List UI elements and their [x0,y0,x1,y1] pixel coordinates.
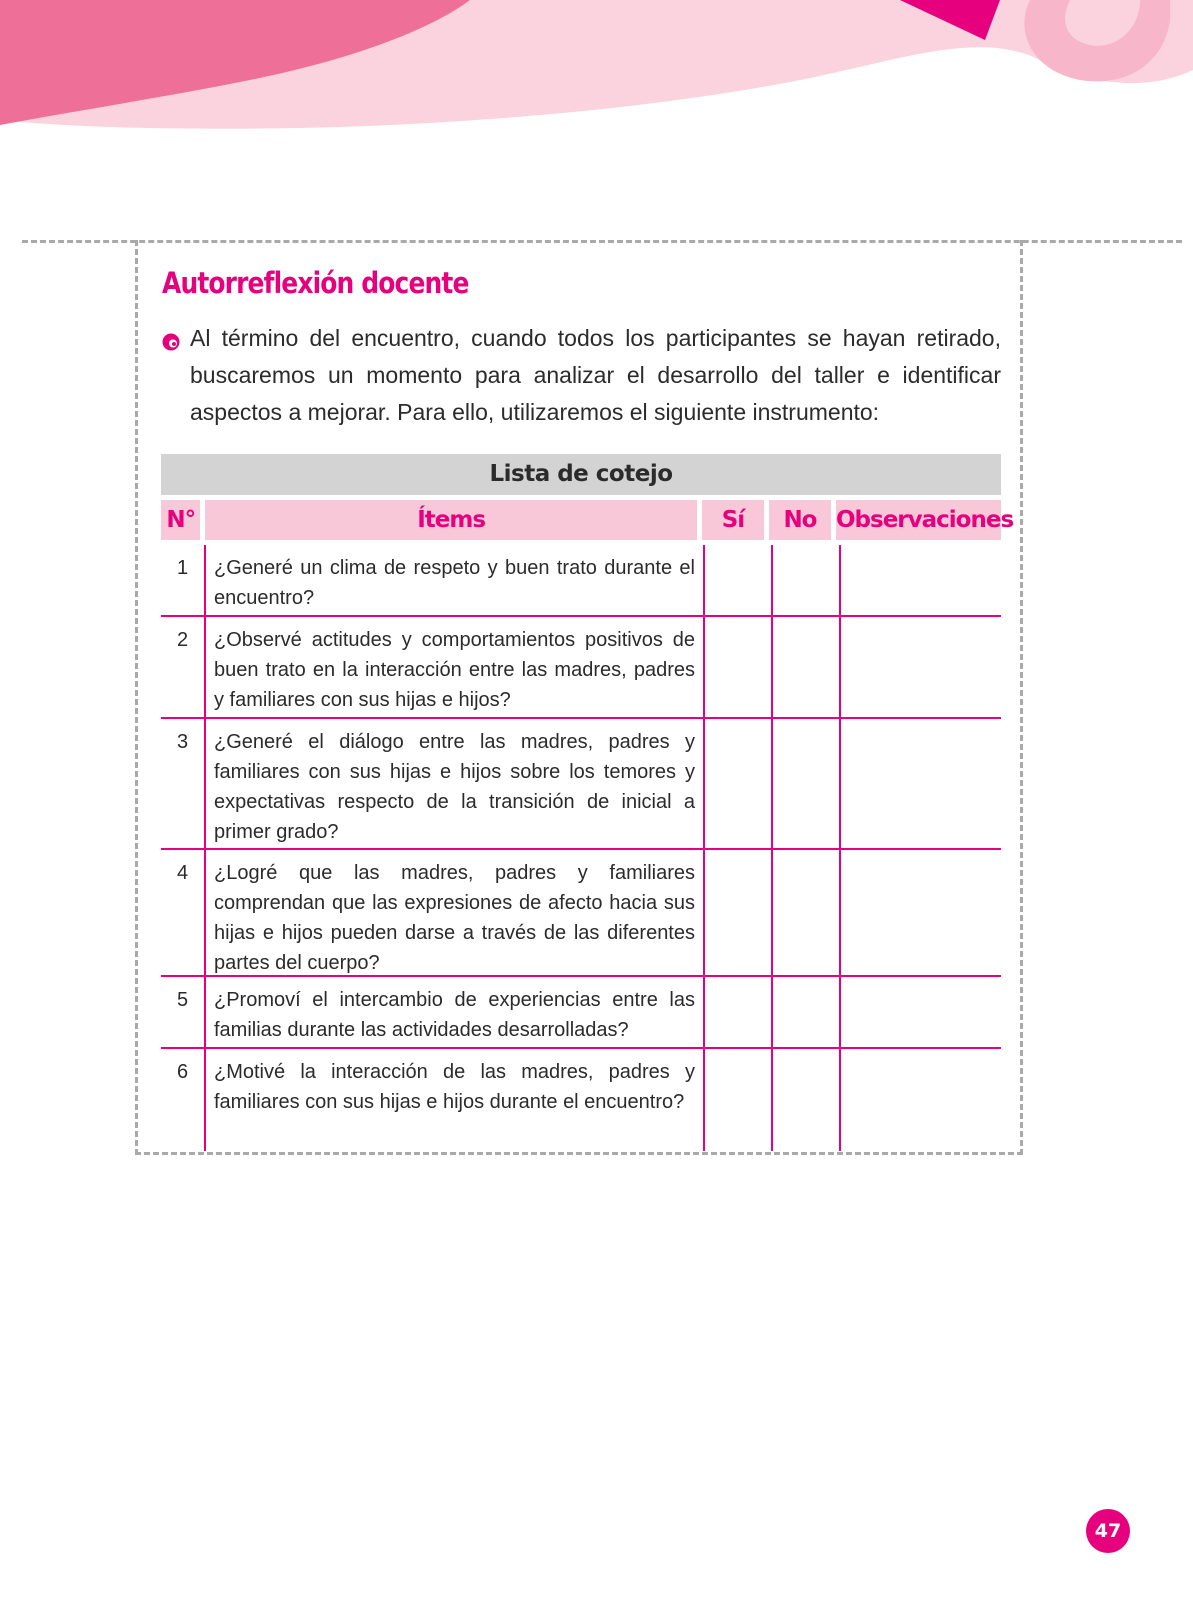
intro-paragraph: Al término del encuentro, cuando todos los participantes se hayan retirado, buscaremos un momento para analizar el desarrollo del taller e identificar aspectos a mejorar. Para ello, utilizaremos el siguiente instrumento: [190,325,1001,425]
observaciones-cell[interactable] [841,617,1001,717]
header-items: Ítems [205,500,697,540]
table-row [161,1049,1001,1151]
si-check-cell[interactable] [705,850,773,975]
header-no: No [769,500,831,540]
row-item-text: ¿Generé un clima de respeto y buen trato durante el encuentro? [206,545,705,615]
header-si: Sí [702,500,764,540]
row-number: 1 [161,545,206,615]
checklist-table [161,454,1014,1151]
observaciones-cell[interactable] [841,719,1001,848]
no-check-cell[interactable] [773,1049,841,1151]
no-check-cell[interactable] [773,850,841,975]
row-number: 3 [161,719,206,848]
row-item-text: ¿Observé actitudes y comportamientos positivos de buen trato en la interacción entre las madres, padres y familiares con sus hijas e hijos? [206,617,705,717]
observaciones-cell[interactable] [841,850,1001,975]
si-check-cell[interactable] [705,1049,773,1151]
table-row [161,617,1001,719]
observaciones-cell[interactable] [841,977,1001,1047]
row-number: 4 [161,850,206,975]
si-check-cell[interactable] [705,719,773,848]
table-body [161,545,1001,1151]
row-item-text: ¿Logré que las madres, padres y familiares comprendan que las expresiones de afecto hacia sus hijas e hijos pueden darse a través de las diferentes partes del cuerpo? [206,850,705,975]
table-row [161,850,1001,977]
table-row [161,719,1001,850]
observaciones-cell[interactable] [841,1049,1001,1151]
table-row [161,977,1001,1049]
header-decoration [0,0,1193,150]
no-check-cell[interactable] [773,977,841,1047]
si-check-cell[interactable] [705,977,773,1047]
header-observaciones: Observaciones [836,500,1001,540]
observaciones-cell[interactable] [841,545,1001,615]
row-number: 5 [161,977,206,1047]
table-title: Lista de cotejo [161,454,1001,495]
header-num: N° [161,500,200,540]
si-check-cell[interactable] [705,545,773,615]
table-header-row [161,500,1014,540]
row-item-text: ¿Promoví el intercambio de experiencias entre las familias durante las actividades desarrolladas? [206,977,705,1047]
no-check-cell[interactable] [773,719,841,848]
page-number: 47 [1086,1509,1130,1553]
row-item-text: ¿Generé el diálogo entre las madres, padres y familiares con sus hijas e hijos sobre los temores y expectativas respecto de la transición de inicial a primer grado? [206,719,705,848]
row-item-text: ¿Motivé la interacción de las madres, padres y familiares con sus hijas e hijos durante el encuentro? [206,1049,705,1151]
row-number: 6 [161,1049,206,1151]
pink-circle-bullet-icon [162,333,180,351]
no-check-cell[interactable] [773,617,841,717]
section-title: Autorreflexión docente [162,266,469,300]
table-row [161,545,1001,617]
row-number: 2 [161,617,206,717]
no-check-cell[interactable] [773,545,841,615]
si-check-cell[interactable] [705,617,773,717]
